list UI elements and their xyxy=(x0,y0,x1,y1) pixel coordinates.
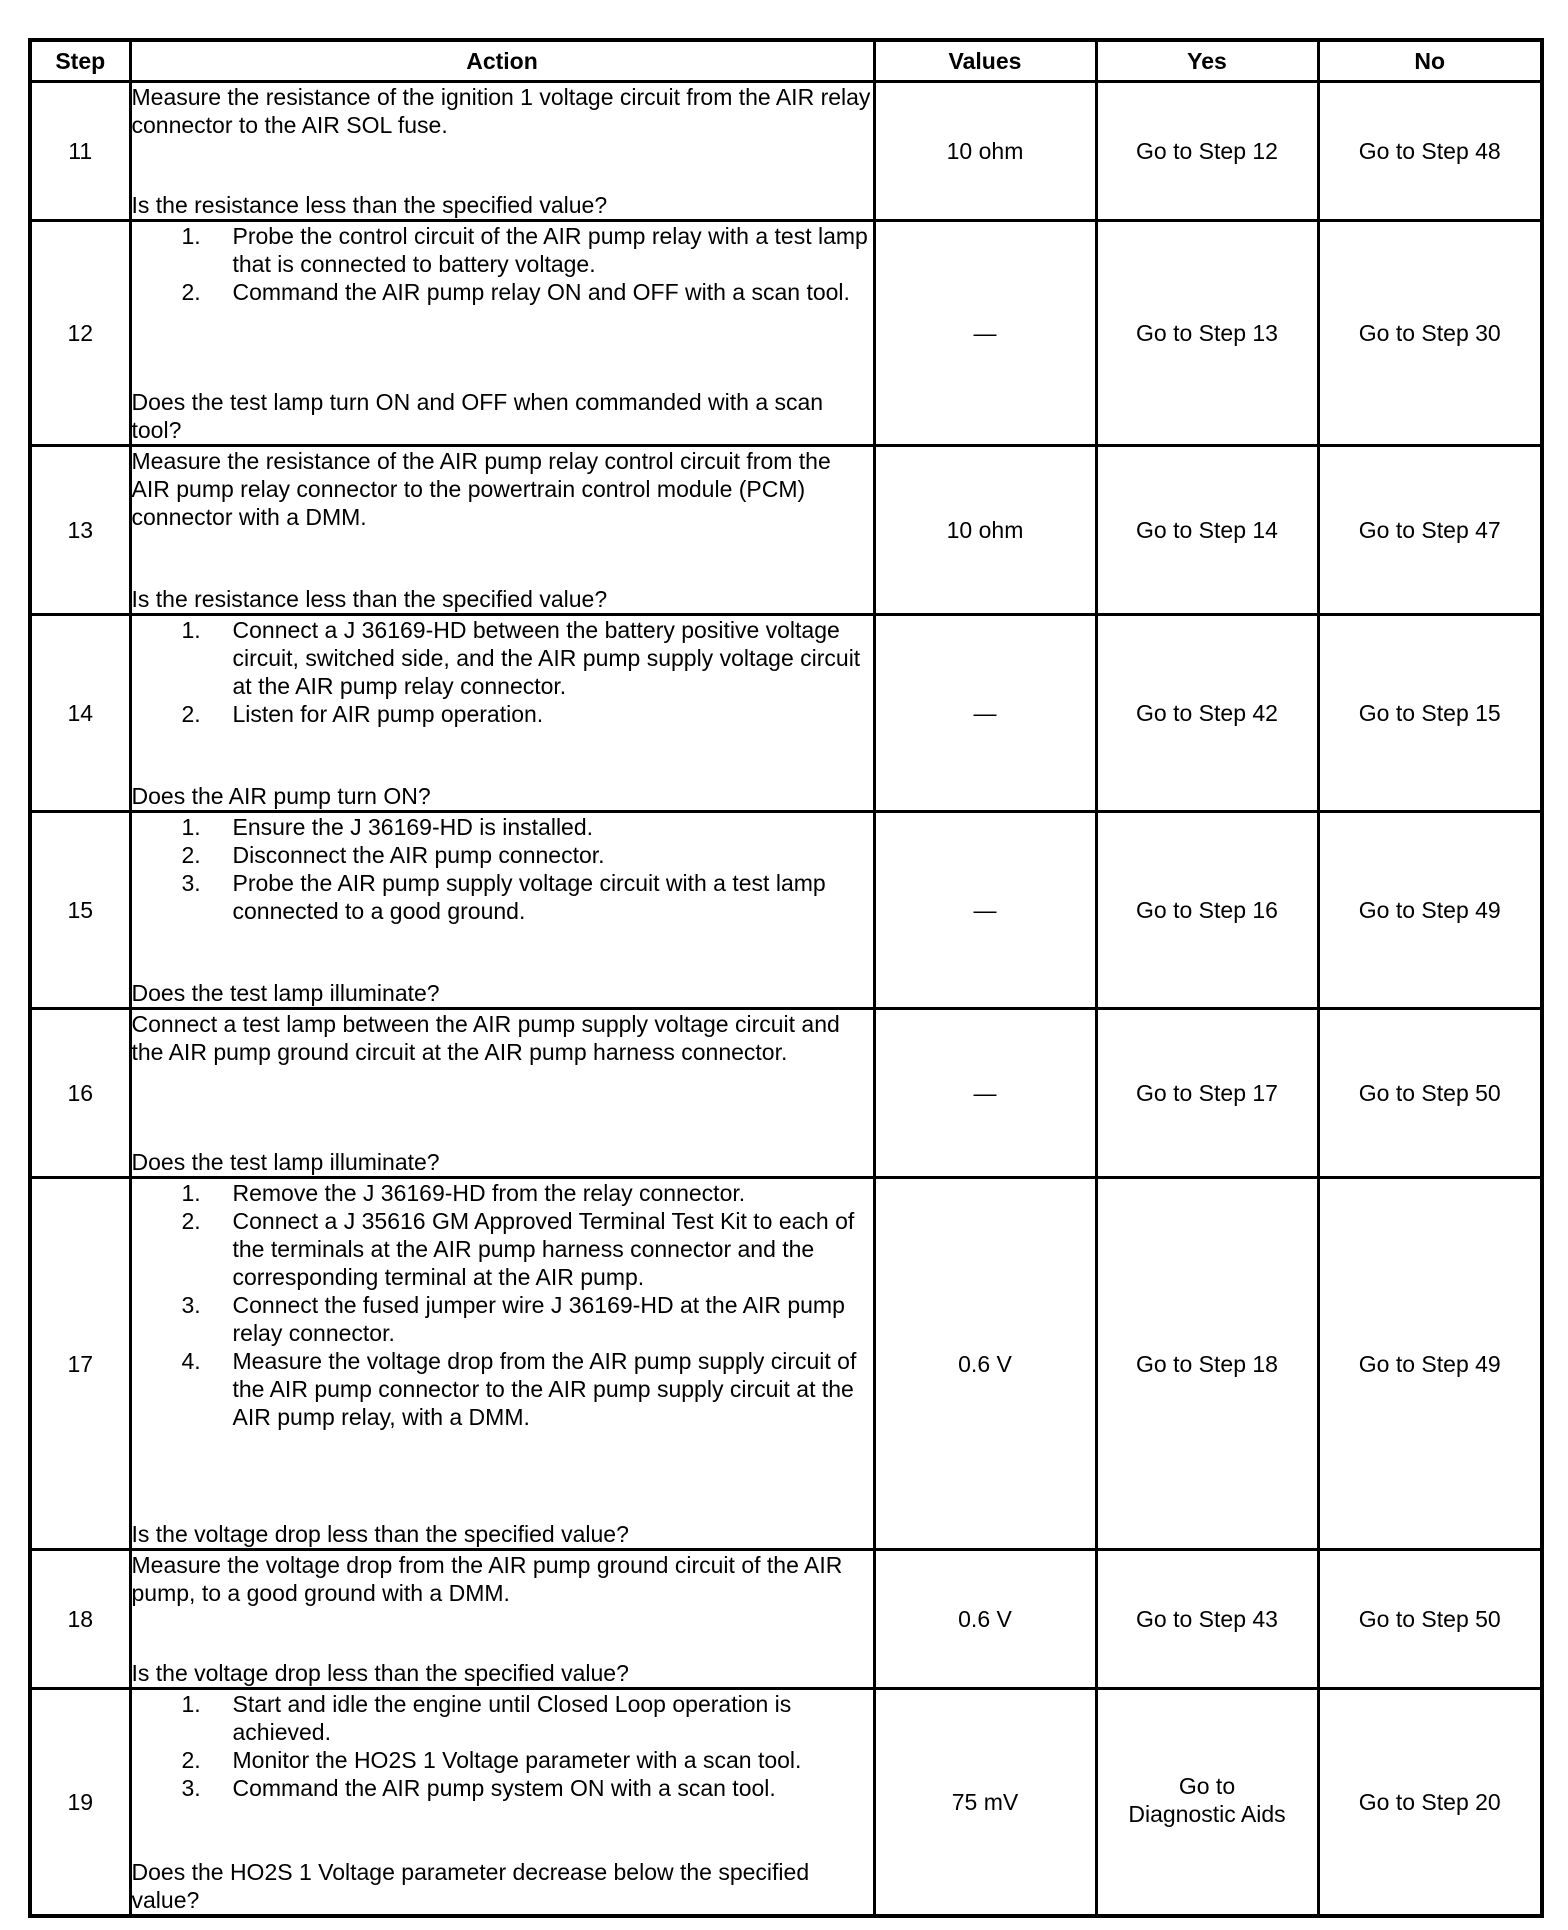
action-list-text: Command the AIR pump relay ON and OFF with a scan tool. xyxy=(232,279,850,305)
action-content xyxy=(132,1551,873,1687)
value-cell: 75 mV xyxy=(874,1689,1096,1916)
action-content xyxy=(132,1690,873,1914)
action-content xyxy=(132,222,873,444)
action-question: Is the resistance less than the specified value? xyxy=(131,586,608,612)
action-instructions xyxy=(132,447,873,531)
action-instructions xyxy=(132,1179,873,1431)
yes-cell: Go to Step 18 xyxy=(1096,1178,1318,1550)
header-no: No xyxy=(1318,40,1542,82)
action-list-number: 2. xyxy=(181,1208,201,1234)
yes-cell: Go to Step 14 xyxy=(1096,446,1318,615)
action-question: Is the resistance less than the specified value? xyxy=(131,192,608,218)
action-list-number: 1. xyxy=(181,223,201,249)
action-text: Measure the resistance of the ignition 1 voltage circuit from the AIR relay connector to the AIR SOL fuse. xyxy=(131,84,871,138)
action-list-text: Probe the control circuit of the AIR pump relay with a test lamp that is connected to battery voltage. xyxy=(232,223,868,277)
action-content xyxy=(132,447,873,613)
yes-cell: Go to Step 42 xyxy=(1096,615,1318,812)
action-list-number: 1. xyxy=(181,1180,201,1206)
value-cell: — xyxy=(874,1009,1096,1178)
action-cell xyxy=(130,221,874,446)
step-number: 17 xyxy=(30,1178,130,1550)
action-question: Does the AIR pump turn ON? xyxy=(131,783,431,809)
action-content xyxy=(132,1010,873,1176)
step-number: 11 xyxy=(30,82,130,221)
table-row xyxy=(30,1178,1542,1550)
yes-cell: Go to Step 12 xyxy=(1096,82,1318,221)
no-cell: Go to Step 50 xyxy=(1318,1009,1542,1178)
action-list-number: 1. xyxy=(181,617,201,643)
value-cell: — xyxy=(874,812,1096,1009)
action-list xyxy=(132,616,873,728)
value-cell: 0.6 V xyxy=(874,1178,1096,1550)
action-text: Connect a test lamp between the AIR pump supply voltage circuit and the AIR pump ground circuit at the AIR pump harness connector. xyxy=(131,1011,840,1065)
no-cell: Go to Step 48 xyxy=(1318,82,1542,221)
yes-cell: Go to Step 17 xyxy=(1096,1009,1318,1178)
action-cell xyxy=(130,1178,874,1550)
action-list-item xyxy=(132,1746,873,1774)
action-text: Measure the voltage drop from the AIR pump ground circuit of the AIR pump, to a good ground with a DMM. xyxy=(131,1552,843,1606)
no-cell: Go to Step 50 xyxy=(1318,1550,1542,1689)
action-list-number: 1. xyxy=(181,814,201,840)
action-list-item xyxy=(132,1774,873,1802)
action-cell xyxy=(130,812,874,1009)
table-row xyxy=(30,1009,1542,1178)
yes-cell: Go to Step 16 xyxy=(1096,812,1318,1009)
action-list-item xyxy=(132,1179,873,1207)
action-list-text: Measure the voltage drop from the AIR pump supply circuit of the AIR pump connector to the AIR pump supply circuit at the AIR pump relay, with a DMM. xyxy=(232,1348,857,1430)
action-list xyxy=(132,1690,873,1802)
step-number: 14 xyxy=(30,615,130,812)
action-text: Measure the resistance of the AIR pump relay control circuit from the AIR pump relay connector to the powertrain control module (PCM) connector with a DMM. xyxy=(131,448,831,530)
value-cell: 0.6 V xyxy=(874,1550,1096,1689)
action-list-text: Connect a J 35616 GM Approved Terminal Test Kit to each of the terminals at the AIR pump harness connector and the corresponding terminal at the AIR pump. xyxy=(232,1208,855,1290)
table-row xyxy=(30,1550,1542,1689)
action-list-item xyxy=(132,700,873,728)
action-list-text: Probe the AIR pump supply voltage circuit with a test lamp connected to a good ground. xyxy=(232,870,826,924)
step-number: 12 xyxy=(30,221,130,446)
action-question: Is the voltage drop less than the specified value? xyxy=(131,1521,629,1547)
value-cell: 10 ohm xyxy=(874,82,1096,221)
action-instructions xyxy=(132,813,873,925)
table-row xyxy=(30,1689,1542,1916)
action-cell xyxy=(130,446,874,615)
action-question: Does the HO2S 1 Voltage parameter decrease below the specified value? xyxy=(131,1858,810,1913)
yes-cell: Go to Step 43 xyxy=(1096,1550,1318,1689)
no-cell: Go to Step 47 xyxy=(1318,446,1542,615)
action-list-item xyxy=(132,222,873,278)
table-row xyxy=(30,812,1542,1009)
action-cell xyxy=(130,1009,874,1178)
action-list xyxy=(132,222,873,306)
action-cell xyxy=(130,1550,874,1689)
header-row xyxy=(30,40,1542,82)
action-list-number: 2. xyxy=(181,1747,201,1773)
action-instructions xyxy=(132,1551,873,1607)
action-list-item xyxy=(132,1207,873,1291)
action-instructions xyxy=(132,1690,873,1802)
action-list xyxy=(132,1179,873,1431)
step-number: 15 xyxy=(30,812,130,1009)
action-instructions xyxy=(132,83,873,139)
action-content xyxy=(132,616,873,810)
action-list-item xyxy=(132,813,873,841)
action-list-item xyxy=(132,869,873,925)
step-number: 16 xyxy=(30,1009,130,1178)
no-cell: Go to Step 20 xyxy=(1318,1689,1542,1916)
action-content xyxy=(132,83,873,219)
action-list-item xyxy=(132,1347,873,1431)
action-instructions xyxy=(132,616,873,728)
action-content xyxy=(132,1179,873,1548)
table-row xyxy=(30,82,1542,221)
table-row xyxy=(30,615,1542,812)
action-list-item xyxy=(132,841,873,869)
step-number: 19 xyxy=(30,1689,130,1916)
action-list-text: Monitor the HO2S 1 Voltage parameter with a scan tool. xyxy=(232,1747,802,1773)
step-number: 13 xyxy=(30,446,130,615)
action-list-number: 3. xyxy=(181,1775,201,1801)
action-list-text: Listen for AIR pump operation. xyxy=(232,701,544,727)
action-list-text: Remove the J 36169-HD from the relay connector. xyxy=(232,1180,746,1206)
header-values: Values xyxy=(874,40,1096,82)
value-cell: — xyxy=(874,615,1096,812)
action-list-item xyxy=(132,1690,873,1746)
step-number: 18 xyxy=(30,1550,130,1689)
action-question: Is the voltage drop less than the specified value? xyxy=(131,1660,629,1686)
action-instructions xyxy=(132,222,873,306)
table-row xyxy=(30,221,1542,446)
action-list-item xyxy=(132,278,873,306)
action-list-number: 1. xyxy=(181,1691,201,1717)
action-cell xyxy=(130,1689,874,1916)
action-list-text: Command the AIR pump system ON with a scan tool. xyxy=(232,1775,776,1801)
action-list-text: Disconnect the AIR pump connector. xyxy=(232,842,605,868)
action-list-number: 4. xyxy=(181,1348,201,1374)
no-cell: Go to Step 49 xyxy=(1318,1178,1542,1550)
action-list-text: Connect the fused jumper wire J 36169-HD at the AIR pump relay connector. xyxy=(232,1292,845,1346)
action-list-number: 2. xyxy=(181,701,201,727)
action-content xyxy=(132,813,873,1007)
action-list-number: 3. xyxy=(181,870,201,896)
diagnostic-table xyxy=(28,38,1544,1918)
action-cell xyxy=(130,615,874,812)
table-row xyxy=(30,446,1542,615)
action-instructions xyxy=(132,1010,873,1066)
action-question: Does the test lamp illuminate? xyxy=(131,1149,440,1175)
action-question: Does the test lamp turn ON and OFF when commanded with a scan tool? xyxy=(131,389,824,443)
action-list-number: 2. xyxy=(181,279,201,305)
action-list xyxy=(132,813,873,925)
action-list-item xyxy=(132,1291,873,1347)
value-cell: 10 ohm xyxy=(874,446,1096,615)
header-yes: Yes xyxy=(1096,40,1318,82)
action-list-text: Connect a J 36169-HD between the battery positive voltage circuit, switched side, and the AIR pump supply voltage circuit at the AIR pump relay connector. xyxy=(232,617,861,699)
no-cell: Go to Step 15 xyxy=(1318,615,1542,812)
yes-cell: Go to Diagnostic Aids xyxy=(1096,1689,1318,1916)
action-question: Does the test lamp illuminate? xyxy=(131,980,440,1006)
action-list-number: 3. xyxy=(181,1292,201,1318)
action-list-text: Start and idle the engine until Closed Loop operation is achieved. xyxy=(232,1691,792,1745)
action-cell xyxy=(130,82,874,221)
action-list-number: 2. xyxy=(181,842,201,868)
no-cell: Go to Step 30 xyxy=(1318,221,1542,446)
yes-cell: Go to Step 13 xyxy=(1096,221,1318,446)
header-step: Step xyxy=(30,40,130,82)
value-cell: — xyxy=(874,221,1096,446)
action-list-text: Ensure the J 36169-HD is installed. xyxy=(232,814,594,840)
action-list-item xyxy=(132,616,873,700)
header-action: Action xyxy=(130,40,874,82)
no-cell: Go to Step 49 xyxy=(1318,812,1542,1009)
